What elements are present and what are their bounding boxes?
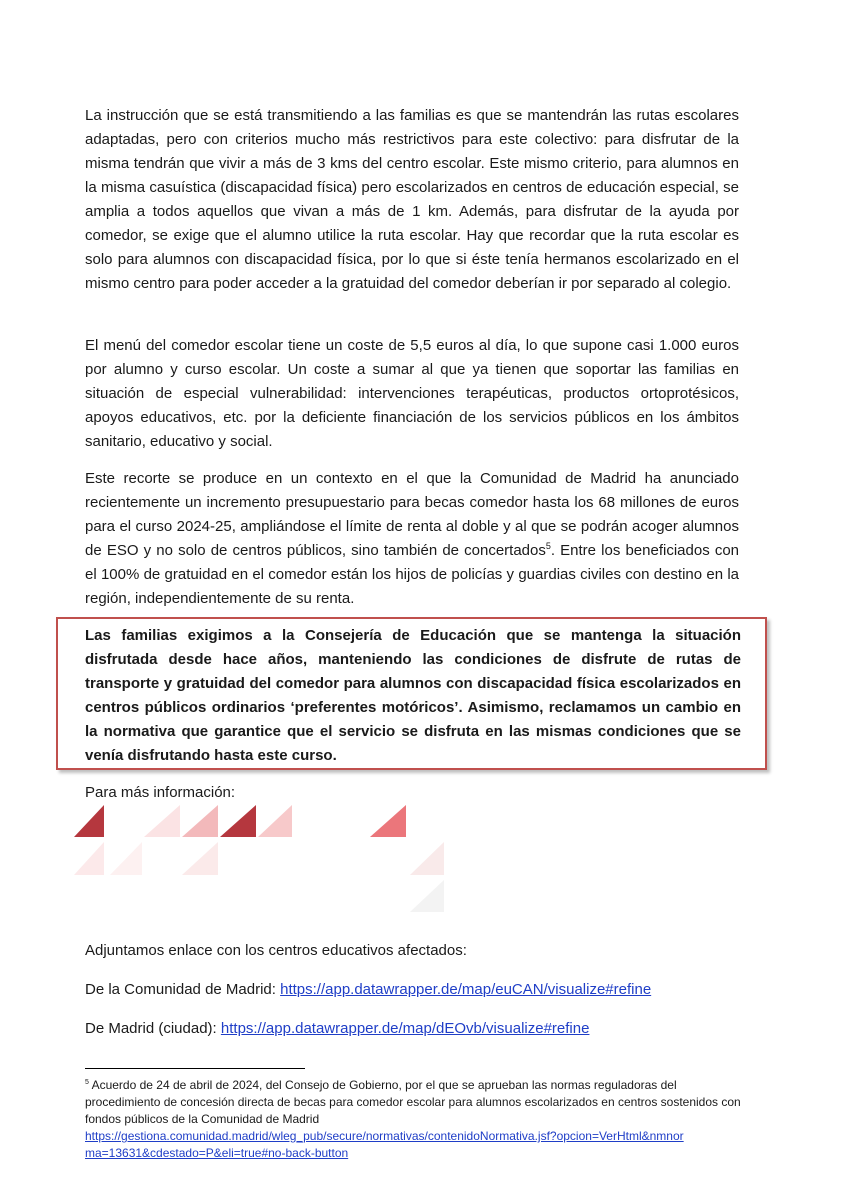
footnote-link-line2: ma=13631&cdestado=P&eli=true#no-back-button	[85, 1146, 349, 1160]
link-prefix: De la Comunidad de Madrid:	[85, 981, 281, 998]
paragraph-context-a: Este recorte se produce en un contexto en el que la Comunidad de Madrid ha anunciado recientemente un incremento presupuestario para becas comedor hasta los 68 millones de euros para el curso 2024-25, ampliándose el límite de renta al doble y al que se podrán acoger alumnos de ESO y no solo de centros públicos, sino también de concertados	[85, 470, 739, 559]
triangle-shape	[144, 805, 180, 837]
triangle-shape	[182, 805, 218, 837]
paragraph-context-b: . Entre los beneficiados con el 100% de gratuidad en el comedor están los hijos de policías y guardias civiles con destino en la región, independientemente de su renta.	[85, 542, 740, 607]
link-row-ciudad	[85, 1018, 589, 1040]
attached-links-label: Adjuntamos enlace con los centros educativos afectados:	[85, 942, 467, 959]
triangle-shape	[74, 805, 104, 837]
triangle-shape	[220, 805, 256, 837]
link-row-comunidad	[85, 979, 651, 1001]
paragraph-menu-cost: El menú del comedor escolar tiene un coste de 5,5 euros al día, lo que supone casi 1.000 euros por alumno y curso escolar. Un coste a sumar al que ya tienen que soportar las familias en situación de especial vulnerabilidad: intervenciones terapéuticas, productos ortoprotésicos, apoyos educativos, etc. por la deficiente financiación de los servicios públicos en los ámbitos sanitario, educativo y social.	[85, 337, 739, 450]
footnote-ref[interactable]: 5	[545, 541, 551, 551]
footnote-text: Acuerdo de 24 de abril de 2024, del Consejo de Gobierno, por el que se aprueban las normas reguladoras del procedimiento de concesión directa de becas para comedor escolar para alumnos escolarizados en centros sostenidos con fondos públicos de la Comunidad de Madrid	[85, 1078, 741, 1126]
link-prefix: De Madrid (ciudad):	[85, 1020, 221, 1037]
footnote-link-line1: https://gestiona.comunidad.madrid/wleg_pub/secure/normativas/contenidoNormativa.jsf?opcion=VerHtml&nmnor	[85, 1129, 684, 1143]
demand-callout-text: Las familias exigimos a la Consejería de Educación que se mantenga la situación disfrutada desde hace años, manteniendo las condiciones de disfrute de rutas de transporte y gratuidad del comedor para alumnos con discapacidad física escolarizados en centros públicos ordinarios ‘preferentes motóricos’. Asimismo, reclamamos un cambio en la normativa que garantice que el servicio se disfruta en las mismas condiciones que se venía disfrutando hasta este curso.	[85, 627, 741, 764]
footnote	[85, 1077, 745, 1162]
footnote-link[interactable]	[85, 1129, 684, 1160]
triangle-shape	[74, 842, 104, 875]
decorative-triangles	[70, 800, 490, 915]
more-info-label: Para más información:	[85, 784, 236, 801]
triangle-shape	[182, 842, 218, 875]
footnote-number: 5	[85, 1079, 89, 1086]
paragraph-context	[85, 467, 739, 611]
ciudad-map-link[interactable]: https://app.datawrapper.de/map/dEOvb/visualize#refine	[220, 1020, 590, 1037]
paragraph-routes: La instrucción que se está transmitiendo a las familias es que se mantendrán las rutas escolares adaptadas, pero con criterios mucho más restrictivos para este colectivo: para disfrutar de la misma tendrán que vivir a más de 3 kms del centro escolar. Este mismo criterio, para alumnos en la misma casuística (discapacidad física) pero escolarizados en centros de educación especial, se amplia a todos aquellos que vivan a más de 1 km. Además, para disfrutar de la ayuda por comedor, se exige que el alumno utilice la ruta escolar. Hay que recordar que la ruta escolar es solo para alumnos con discapacidad física, por lo que si éste tenía hermanos escolarizado en el mismo centro para poder acceder a la gratuidad del comedor deberían ir por separado al colegio.	[85, 107, 739, 292]
footnote-separator	[85, 1068, 305, 1069]
triangle-shape	[110, 842, 142, 875]
triangle-shape	[258, 805, 292, 837]
demand-callout-box	[56, 617, 767, 770]
comunidad-map-link[interactable]: https://app.datawrapper.de/map/euCAN/visualize#refine	[280, 981, 652, 998]
triangle-shape	[410, 880, 444, 912]
triangle-shape	[410, 842, 444, 875]
triangle-shape	[370, 805, 406, 837]
